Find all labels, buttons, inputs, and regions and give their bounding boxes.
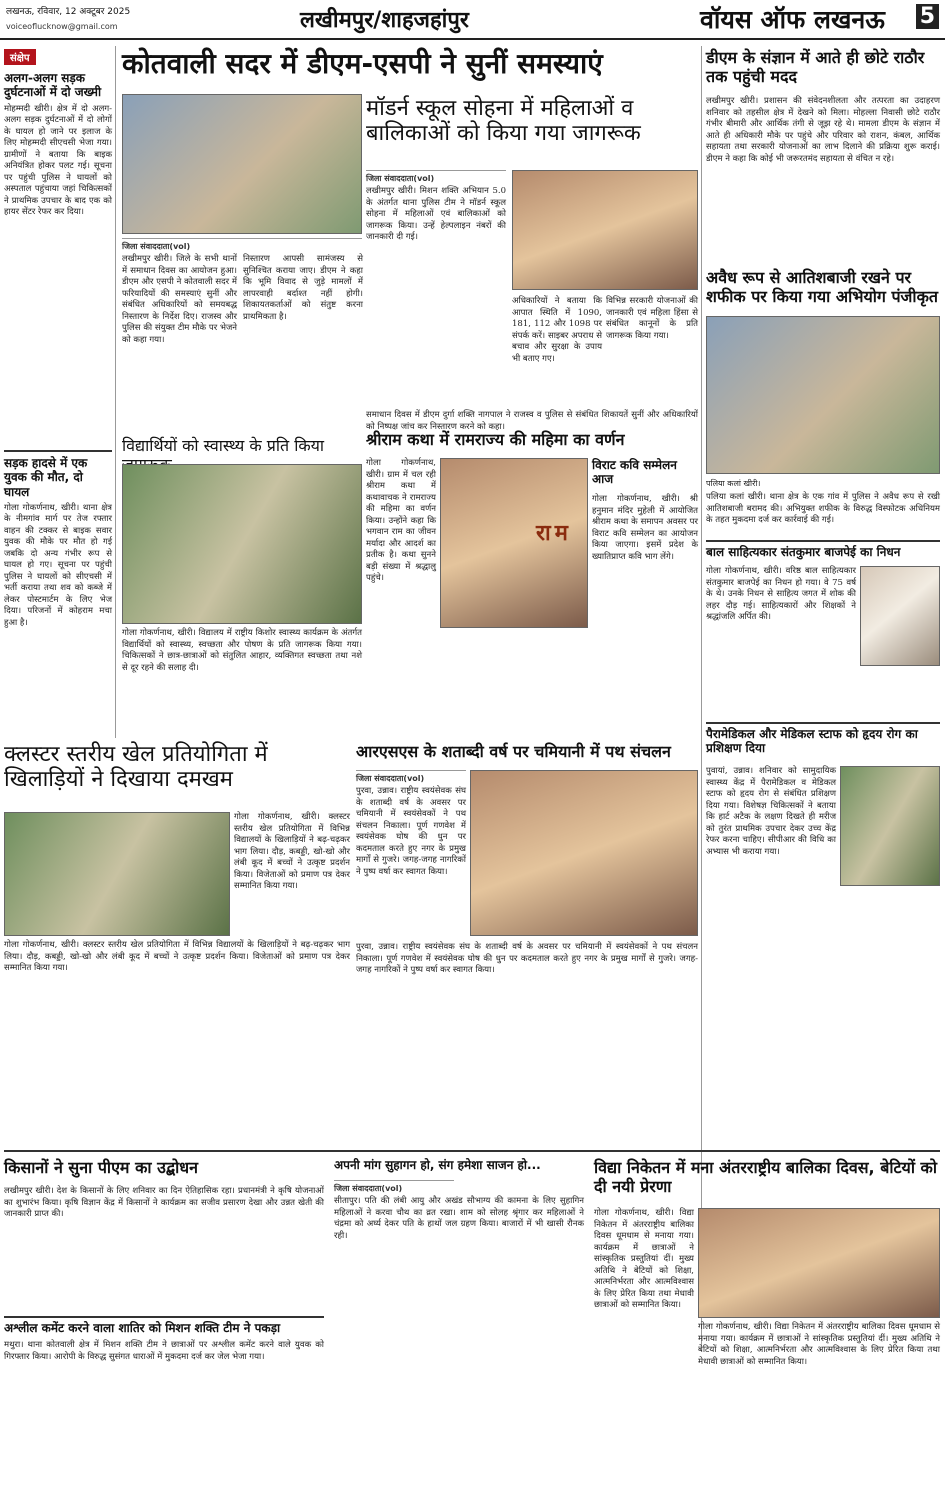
obit-portrait bbox=[860, 566, 940, 666]
arms-headline: अवैध रूप से आतिशबाजी रखने पर शफीक पर किया गया अभियोग पंजीकृत bbox=[706, 268, 938, 307]
kavi-sammelan-body: गोला गोकर्णनाथ, खीरी। श्री हनुमान मंदिर मुहेली में आयोजित श्रीराम कथा के समापन अवसर पर विराट कवि सम्मेलन का आयोजन किया जाएगा। इसमें प्रदेश के ख्यातिप्राप्त कवि भाग लेंगे। bbox=[592, 494, 698, 562]
karva-body: सीतापुर। पति की लंबी आयु और अखंड सौभाग्य की कामना के लिए सुहागिन महिलाओं ने करवा चौथ का व्रत रखा। शाम को सोलह श्रृंगार कर महिलाओं ने चंद्रमा को अर्घ्य देकर पति के हाथों जल ग्रहण किया। बाजारों में भी खासी रौनक रही। bbox=[334, 1196, 584, 1241]
girl-day-body: गोला गोकर्णनाथ, खीरी। विद्या निकेतन में अंतरराष्ट्रीय बालिका दिवस धूमधाम से मनाया गया। कार्यक्रम में छात्राओं ने सांस्कृतिक प्रस्तुतियां दीं। मुख्य अतिथि ने बेटियों को शिक्षा, आत्मनिर्भरता और आत्मविश्वास के लिए प्रेरित किया तथा मेधावी छात्राओं को सम्मानित किया। bbox=[594, 1208, 694, 1310]
brief2-headline: सड़क हादसे में एक युवक की मौत, दो घायल bbox=[4, 450, 112, 499]
rss-body-cont: पुरवा, उन्नाव। राष्ट्रीय स्वयंसेवक संघ के शताब्दी वर्ष के अवसर पर चमियानी में स्वयंसेवकों ने पथ संचलन निकाला। पूर्ण गणवेश में स्वयंसेवक घोष की धुन पर कदमताल करते हुए नगर के प्रमुख मार्गों से गुजरे। जगह-जगह नागरिकों ने पुष्प वर्षा कर स्वागत किया। bbox=[356, 942, 698, 975]
school-story-body-1: लखीमपुर खीरी। मिशन शक्ति अभियान 5.0 के अंतर्गत थाना पुलिस टीम ने मॉडर्न स्कूल सोहना में महिलाओं एवं बालिकाओं को जागरूक किया। उन्हें हेल्पलाइन नंबरों की जानकारी दी गई। bbox=[366, 186, 506, 242]
masthead: वॉयस ऑफ लखनऊ bbox=[700, 5, 885, 34]
sidebar-briefs bbox=[4, 46, 112, 738]
page-number: 5 bbox=[916, 4, 939, 29]
sports-headline: क्लस्टर स्तरीय खेल प्रतियोगिता में खिलाड़ियों ने दिखाया दमखम bbox=[4, 742, 268, 793]
arms-photo bbox=[706, 316, 940, 474]
ram-stage-banner: राम bbox=[536, 520, 572, 546]
dm-story-body-2: निस्तारण आपसी सामंजस्य से सुनिश्चित कराया जाए। डीएम ने कहा कि भूमि विवाद से जुड़े मामलों में लापरवाही बर्दाश्त नहीं होगी। शिकायतकर्ताओं को संतुष्ट करना प्राथमिकता है। bbox=[243, 254, 363, 322]
arms-body: पलिया कलां खीरी। थाना क्षेत्र के एक गांव में पुलिस ने अवैध रूप से रखी आतिशबाजी बरामद की। अभियुक्त शफीक के विरुद्ध विस्फोटक अधिनियम के तहत मुकदमा दर्ज कर कार्रवाई की गई। bbox=[706, 492, 940, 525]
obit-body: गोला गोकर्णनाथ, खीरी। वरिष्ठ बाल साहित्यकार संतकुमार बाजपेई का निधन हो गया। वे 75 वर्ष के थे। उनके निधन से साहित्य जगत में शोक की लहर दौड़ गई। साहित्यकारों और शिक्षकों ने श्रद्धांजलि अर्पित की। bbox=[706, 566, 856, 622]
dm-story-byline: जिला संवाददाता(vol) bbox=[122, 238, 362, 252]
brief2-body: गोला गोकर्णनाथ, खीरी। थाना क्षेत्र के नीमगांव मार्ग पर तेज रफ्तार वाहन की टक्कर से बाइक सवार युवक की मौके पर मौत हो गई जबकि दो अन्य गंभीर रूप से घायल हो गए। सूचना पर पहुंची पुलिस ने घायलों को सीएचसी में भर्ती कराया तथा शव को कब्जे में लेकर पोस्टमार्टम के लिए भेज दिया। परिजनों में कोहराम मचा हुआ है। bbox=[4, 502, 112, 628]
rss-body: पुरवा, उन्नाव। राष्ट्रीय स्वयंसेवक संघ के शताब्दी वर्ष के अवसर पर चमियानी में स्वयंसेवकों ने पथ संचलन निकाला। पूर्ण गणवेश में स्वयंसेवक घोष की धुन पर कदमताल करते हुए नगर के प्रमुख मार्गों से गुजरे। जगह-जगह नागरिकों ने पुष्प वर्षा कर स्वागत किया। bbox=[356, 786, 466, 877]
page-date: लखनऊ, रविवार, 12 अक्टूबर 2025 bbox=[6, 7, 131, 17]
obit-headline: बाल साहित्यकार संतकुमार बाजपेई का निधन bbox=[706, 540, 940, 564]
ram-story-headline: श्रीराम कथा में रामराज्य की महिमा का वर्णन bbox=[366, 430, 625, 449]
column-rule bbox=[115, 46, 116, 738]
sports-body-side: गोला गोकर्णनाथ, खीरी। क्लस्टर स्तरीय खेल प्रतियोगिता में विभिन्न विद्यालयों के खिलाड़ियों ने बढ़-चढ़कर भाग लिया। दौड़, कबड्डी, खो-खो और लंबी कूद में बच्चों ने उत्कृष्ट प्रदर्शन किया। विजेताओं को प्रमाण पत्र देकर सम्मानित किया गया। bbox=[234, 812, 350, 891]
dm-story-photo bbox=[122, 94, 362, 234]
ram-story-body: गोला गोकर्णनाथ, खीरी। ग्राम में चल रही श्रीराम कथा में कथावाचक ने रामराज्य की महिमा का वर्णन किया। उन्होंने कहा कि भगवान राम का जीवन मर्यादा और आदर्श का प्रतीक है। कथा सुनने बड़ी संख्या में श्रद्धालु पहुंचे। bbox=[366, 458, 436, 583]
page-header bbox=[0, 0, 945, 40]
briefs-tag: संक्षेप bbox=[4, 49, 36, 65]
rss-photo bbox=[470, 770, 698, 936]
karva-byline: जिला संवाददाता(vol) bbox=[334, 1180, 454, 1194]
kavi-sammelan-headline: विराट कवि सम्मेलन आज bbox=[592, 458, 677, 487]
karva-headline: अपनी मांग सुहागन हो, संग हमेशा साजन हो... bbox=[334, 1158, 541, 1172]
arrest-headline: अश्लील कमेंट करने वाला शातिर को मिशन शक्ति टीम ने पकड़ा bbox=[4, 1316, 324, 1338]
pm-body: लखीमपुर खीरी। देश के किसानों के लिए शनिवार का दिन ऐतिहासिक रहा। प्रधानमंत्री ने कृषि योजनाओं का शुभारंभ किया। कृषि विज्ञान केंद्र में किसानों ने कार्यक्रम का सजीव प्रसारण देखा और उन्नत खेती की जानकारी प्राप्त की। bbox=[4, 1186, 324, 1219]
dm-story-headline: कोतवाली सदर में डीएम-एसपी ने सुनीं समस्याएं bbox=[122, 47, 603, 80]
health-story-headline: विद्यार्थियों को स्वास्थ्य के प्रति किया bbox=[122, 436, 325, 455]
medical-headline: पैरामेडिकल और मेडिकल स्टाफ को हृदय रोग का प्रशिक्षण दिया bbox=[706, 722, 940, 762]
brief1-body: मोहम्मदी खीरी। क्षेत्र में दो अलग-अलग सड़क दुर्घटनाओं में दो लोगों के घायल हो जाने पर इलाज के लिए मोहम्मदी सीएचसी भेजा गया। ग्रामीणों ने बताया कि बाइक अनियंत्रित होकर पलट गई। सूचना पर पहुंची पुलिस ने घायलों को अस्पताल पहुंचाया जहां चिकित्सकों ने प्राथमिक उपचार के बाद एक को हायर सेंटर रेफर कर दिया। bbox=[4, 103, 112, 218]
dm-help-body: लखीमपुर खीरी। प्रशासन की संवेदनशीलता और तत्परता का उदाहरण शनिवार को तहसील क्षेत्र में देखने को मिला। मोहल्ला निवासी छोटे राठौर गंभीर बीमारी और आर्थिक तंगी से जूझ रहे थे। मामला डीएम के संज्ञान में आते ही अधिकारी मौके पर पहुंचे और परिवार को राशन, कंबल, आर्थिक सहायता तथा सरकारी योजनाओं का लाभ दिलाने की प्रक्रिया शुरू कराई। डीएम ने कहा कि कोई भी जरूरतमंद सहायता से वंचित न रहे। bbox=[706, 96, 940, 164]
dm-story-body-1: लखीमपुर खीरी। जिले के सभी थानों में समाधान दिवस का आयोजन हुआ। डीएम और एसपी ने कोतवाली सदर में फरियादियों की समस्याएं सुनीं और संबंधित अधिकारियों को समयबद्ध निस्तारण के निर्देश दिए। राजस्व और पुलिस की संयुक्त टीम मौके पर भेजने को कहा गया। bbox=[122, 254, 237, 345]
rss-byline: जिला संवाददाता(vol) bbox=[356, 770, 466, 784]
school-story-byline: जिला संवाददाता(vol) bbox=[366, 170, 506, 184]
arrest-body: मथुरा। थाना कोतवाली क्षेत्र में मिशन शक्ति टीम ने छात्राओं पर अश्लील कमेंट करने वाले युवक को गिरफ्तार किया। आरोपी के विरुद्ध सुसंगत धाराओं में मुकदमा दर्ज कर जेल भेजा गया। bbox=[4, 1340, 324, 1362]
school-story-body-3: विभिन्न सरकारी योजनाओं की जानकारी एवं महिला हिंसा से संबंधित कानूनों के प्रति जागरूक किया गया। bbox=[606, 296, 698, 341]
school-story-headline: मॉडर्न स्कूल सोहना में महिलाओं व बालिकाओं को किया गया जागरूक bbox=[366, 96, 641, 147]
dm-help-headline: डीएम के संज्ञान में आते ही छोटे राठौर तक पहुंची मदद bbox=[706, 48, 925, 87]
pm-headline: किसानों ने सुना पीएम का उद्बोधन bbox=[4, 1158, 198, 1177]
school-story-body-2: अधिकारियों ने बताया कि आपात स्थिति में 1090, 181, 112 और 1098 पर संपर्क करें। साइबर अपराध से बचाव और सुरक्षा के उपाय भी बताए गए। bbox=[512, 296, 602, 364]
sports-photo-1 bbox=[4, 812, 230, 936]
arms-caption: पलिया कलां खीरी। bbox=[706, 479, 761, 488]
girl-day-photo bbox=[698, 1208, 940, 1318]
medical-body: पुवायां, उन्नाव। शनिवार को सामुदायिक स्वास्थ्य केंद्र में पैरामेडिकल व मेडिकल स्टाफ को हृदय रोग से संबंधित प्रशिक्षण दिया गया। विशेषज्ञ चिकित्सकों ने बताया कि हार्ट अटैक के लक्षण दिखते ही मरीज को तुरंत प्राथमिक उपचार देकर उच्च केंद्र रेफर करना चाहिए। सीपीआर की विधि का अभ्यास भी कराया गया। bbox=[706, 766, 836, 857]
ram-story-photo bbox=[440, 458, 588, 628]
health-story-photo bbox=[122, 464, 362, 624]
rss-headline: आरएसएस के शताब्दी वर्ष पर चमियानी में पथ संचलन bbox=[356, 742, 671, 761]
girl-day-headline: विद्या निकेतन में मना अंतरराष्ट्रीय बालिका दिवस, बेटियों को दी नयी प्रेरणा bbox=[594, 1158, 937, 1197]
bottom-divider bbox=[4, 1150, 940, 1152]
health-story-body: गोला गोकर्णनाथ, खीरी। विद्यालय में राष्ट्रीय किशोर स्वास्थ्य कार्यक्रम के अंतर्गत विद्यार्थियों को स्वास्थ्य, स्वच्छता और पोषण के प्रति जागरूक किया गया। चिकित्सकों ने छात्र-छात्राओं को संतुलित आहार, व्यक्तिगत स्वच्छता तथा नशे से दूर रहने की सलाह दी। bbox=[122, 628, 362, 673]
sports-body: गोला गोकर्णनाथ, खीरी। क्लस्टर स्तरीय खेल प्रतियोगिता में विभिन्न विद्यालयों के खिलाड़ियों ने बढ़-चढ़कर भाग लिया। दौड़, कबड्डी, खो-खो और लंबी कूद में बच्चों ने उत्कृष्ट प्रदर्शन किया। विजेताओं को प्रमाण पत्र देकर सम्मानित किया गया। bbox=[4, 940, 350, 973]
medical-photo bbox=[840, 766, 940, 886]
brief1-headline: अलग-अलग सड़क दुर्घटनाओं में दो जख्मी bbox=[4, 71, 102, 100]
school-story-photo bbox=[512, 170, 698, 290]
girl-day-body-cont: गोला गोकर्णनाथ, खीरी। विद्या निकेतन में अंतरराष्ट्रीय बालिका दिवस धूमधाम से मनाया गया। कार्यक्रम में छात्राओं ने सांस्कृतिक प्रस्तुतियां दीं। मुख्य अतिथि ने बेटियों को शिक्षा, आत्मनिर्भरता और आत्मविश्वास के लिए प्रेरित किया तथा मेधावी छात्राओं को सम्मानित किया। bbox=[698, 1322, 940, 1367]
contact-email[interactable]: voiceoflucknow@gmail.com bbox=[6, 22, 118, 31]
section-title: लखीमपुर/शाहजहांपुर bbox=[300, 8, 469, 33]
dm-story-body-3: समाधान दिवस में डीएम दुर्गा शक्ति नागपाल ने राजस्व व पुलिस से संबंधित शिकायतें सुनीं और अधिकारियों को निष्पक्ष जांच कर निस्तारण करने को कहा। bbox=[366, 410, 698, 432]
